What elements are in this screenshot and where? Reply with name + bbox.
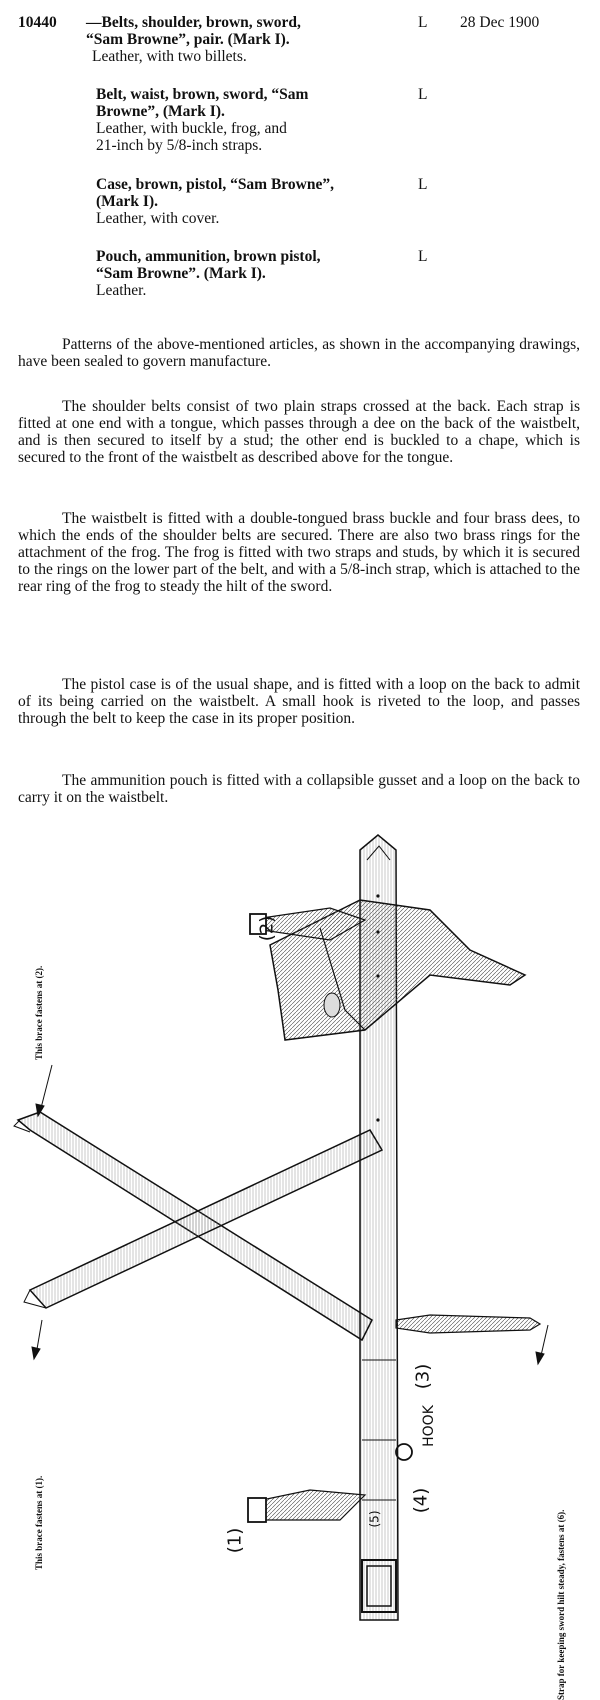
item-desc-line: Leather, with cover. bbox=[96, 210, 220, 227]
item-title-line: Case, brown, pistol, “Sam Browne”, bbox=[96, 176, 334, 193]
item-desc bbox=[96, 282, 396, 299]
entry-number: 10440 bbox=[18, 14, 57, 31]
item-title bbox=[96, 86, 396, 120]
item-code: L bbox=[418, 176, 428, 193]
label-1: (1) bbox=[224, 1527, 246, 1554]
item-title bbox=[96, 176, 396, 210]
paragraph: The waistbelt is fitted with a double-tongued brass buckle and four brass dees, to which the ends of the shoulder belts are secured. There are also two brass rings for the attachment of the frog. The frog is fitted with two straps and studs, by which it is secured to the rings on the lower part of the belt, and with a 5/8-inch strap, which is attached to the rear ring of the frog to steady the hilt of the sword. bbox=[18, 510, 580, 595]
belt-drawing bbox=[0, 800, 600, 1680]
item-desc-line: Leather, with buckle, frog, and bbox=[96, 120, 287, 137]
label-4: (4) bbox=[410, 1487, 432, 1514]
item-desc-line: Leather, with two billets. bbox=[92, 48, 247, 65]
item-title bbox=[96, 248, 396, 282]
item-title-line: “Sam Browne”. (Mark I). bbox=[96, 265, 266, 282]
brass-ring bbox=[396, 1444, 412, 1460]
item-title-line: Browne”, (Mark I). bbox=[96, 103, 225, 120]
brace-2-note: This brace fastens at (2). bbox=[34, 965, 44, 1060]
item-date: 28 Dec 1900 bbox=[460, 14, 540, 31]
brace-1-note: This brace fastens at (1). bbox=[34, 1475, 44, 1570]
label-5: (5) bbox=[367, 1510, 382, 1528]
item-title-line: (Mark I). bbox=[96, 193, 158, 210]
sword-steady-strap bbox=[396, 1315, 540, 1333]
item-desc-line: Leather. bbox=[96, 282, 147, 299]
paragraph: The ammunition pouch is fitted with a collapsible gusset and a loop on the back to carry it on the waistbelt. bbox=[18, 772, 580, 806]
item-desc-line: 21-inch by 5/8-inch straps. bbox=[96, 137, 263, 154]
item-title-line: “Sam Browne”, pair. (Mark I). bbox=[86, 31, 290, 48]
item-code: L bbox=[418, 14, 428, 31]
label-3: (3) bbox=[412, 1363, 434, 1390]
lower-frog-strap bbox=[248, 1490, 365, 1522]
item-desc bbox=[96, 120, 396, 154]
item-code: L bbox=[418, 248, 428, 265]
paragraph: The pistol case is of the usual shape, and is fitted with a loop on the back to admit of its being carried on the waistbelt. A small hook is riveted to the loop, and passes through the belt to keep the case in its proper position. bbox=[18, 676, 580, 727]
hook-label: HOOK bbox=[420, 1405, 437, 1447]
item-title-line: Belt, waist, brown, sword, “Sam bbox=[96, 86, 309, 103]
item-desc bbox=[96, 210, 396, 227]
label-2: (2) bbox=[256, 915, 278, 942]
paragraph: Patterns of the above-mentioned articles, as shown in the accompanying drawings, have been sealed to govern manufacture. bbox=[18, 336, 580, 370]
paragraph: The shoulder belts consist of two plain straps crossed at the back. Each strap is fitted at one end with a tongue, which passes through a dee on the back of the waistbelt, and is then secured to itself by a stud; the other end is buckled to a chape, which is secured to the front of the waistbelt as described above for the tongue. bbox=[18, 398, 580, 466]
item-title bbox=[86, 14, 386, 48]
shoulder-belts bbox=[14, 1112, 382, 1340]
sam-browne-belt-illustration bbox=[0, 800, 600, 1700]
item-title-line: —Belts, shoulder, brown, sword, bbox=[86, 14, 301, 31]
strap-6-note: Strap for keeping sword hilt steady, fastens at (6). bbox=[556, 1509, 566, 1700]
item-desc bbox=[92, 48, 392, 65]
item-code: L bbox=[418, 86, 428, 103]
item-title-line: Pouch, ammunition, brown pistol, bbox=[96, 248, 321, 265]
